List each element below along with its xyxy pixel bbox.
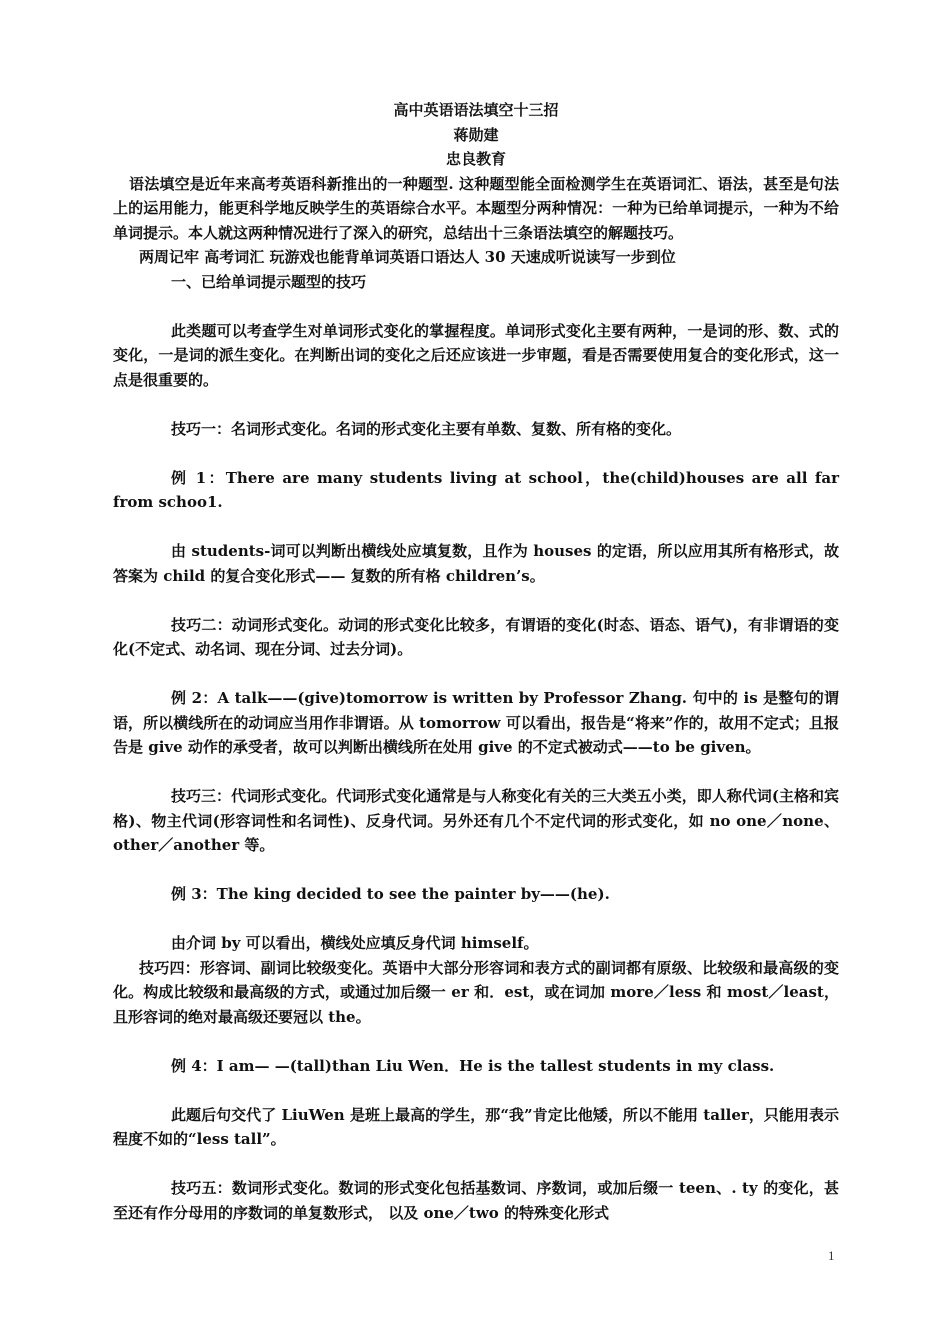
page-number: 1 bbox=[828, 1248, 835, 1263]
example-3: 例 3：The king decided to see the painter by——(he). bbox=[171, 885, 610, 903]
document-title: 高中英语语法填空十三招 bbox=[393, 101, 559, 119]
document-body bbox=[113, 98, 839, 1225]
tip-3: 技巧三：代词形式变化。代词形式变化通常是与人称变化有关的三大类五小类，即人称代词(主格和宾格)、物主代词(形容词性和名词性)、反身代词。另外还有几个不定代词的形式变化，如 no one／none、other／another 等。 bbox=[113, 787, 839, 854]
example-2: 例 2：A talk——(give)tomorrow is written by Professor Zhang. 句中的 is 是整句的谓语，所以横线所在的动词应当用作非谓语。从 tomorrow 可以看出，报告是“将来”作的，故用不定式；且报告是 give 动作的承受者，故可以判断出横线所在处用 give 的不定式被动式——to be given。 bbox=[113, 689, 839, 756]
example-4: 例 4：I am— —(tall)than Liu Wen．He is the tallest students in my class. bbox=[171, 1056, 775, 1075]
tip-5: 技巧五：数词形式变化。数词的形式变化包括基数词、序数词，或加后缀一 teen、. ty 的变化，甚至还有作分母用的序数词的单复数形式， 以及 one／two 的特殊变化形式 bbox=[113, 1179, 839, 1222]
tip-1: 技巧一：名词形式变化。名词的形式变化主要有单数、复数、所有格的变化。 bbox=[171, 419, 682, 438]
example-4-explanation: 此题后句交代了 LiuWen 是班上最高的学生，那“我”肯定比他矮，所以不能用 taller，只能用表示程度不如的“less tall”。 bbox=[113, 1105, 839, 1148]
organization-name: 忠良教育 bbox=[445, 150, 506, 168]
tip-4: 技巧四：形容词、副词比较级变化。英语中大部分形容词和表方式的副词都有原级、比较级和最高级的变化。构成比较级和最高级的方式，或通过加后缀一 er 和．est，或在词加 more／less 和 most／least，且形容词的绝对最高级还要冠以 the。 bbox=[113, 958, 839, 1026]
intro-paragraph: 语法填空是近年来高考英语科新推出的一种题型. 这种题型能全面检测学生在英语词汇、语法，甚至是句法上的运用能力，能更科学地反映学生的英语综合水平。本题型分两种情况：一种为已给单词提示，一种为不给单词提示。本人就这两种情况进行了深入的研究，总结出十三条语法填空的解题技巧。 bbox=[113, 174, 839, 242]
example-1: 例 1：There are many students living at school，the(child)houses are all far from schoo1. bbox=[113, 468, 839, 511]
author-name: 蒋勋建 bbox=[453, 125, 499, 144]
promo-line: 两周记牢 高考词汇 玩游戏也能背单词英语口语达人 30 天速成听说读写一步到位 bbox=[139, 248, 676, 266]
tip-2: 技巧二：动词形式变化。动词的形式变化比较多，有谓语的变化(时态、语态、语气)，有非谓语的变化(不定式、动名词、现在分词、过去分词)。 bbox=[113, 615, 839, 658]
example-1-explanation: 由 students-词可以判断出横线处应填复数，且作为 houses 的定语，所以应用其所有格形式，故答案为 child 的复合变化形式—— 复数的所有格 children’s。 bbox=[113, 542, 839, 585]
section-heading: 一、已给单词提示题型的技巧 bbox=[171, 272, 367, 291]
overview-paragraph: 此类题可以考查学生对单词形式变化的掌握程度。单词形式变化主要有两种，一是词的形、数、式的变化，一是词的派生变化。在判断出词的变化之后还应该进一步审题，看是否需要使用复合的变化形式，这一点是很重要的。 bbox=[113, 321, 839, 389]
example-3-explanation: 由介词 by 可以看出，横线处应填反身代词 himself。 bbox=[171, 934, 539, 952]
